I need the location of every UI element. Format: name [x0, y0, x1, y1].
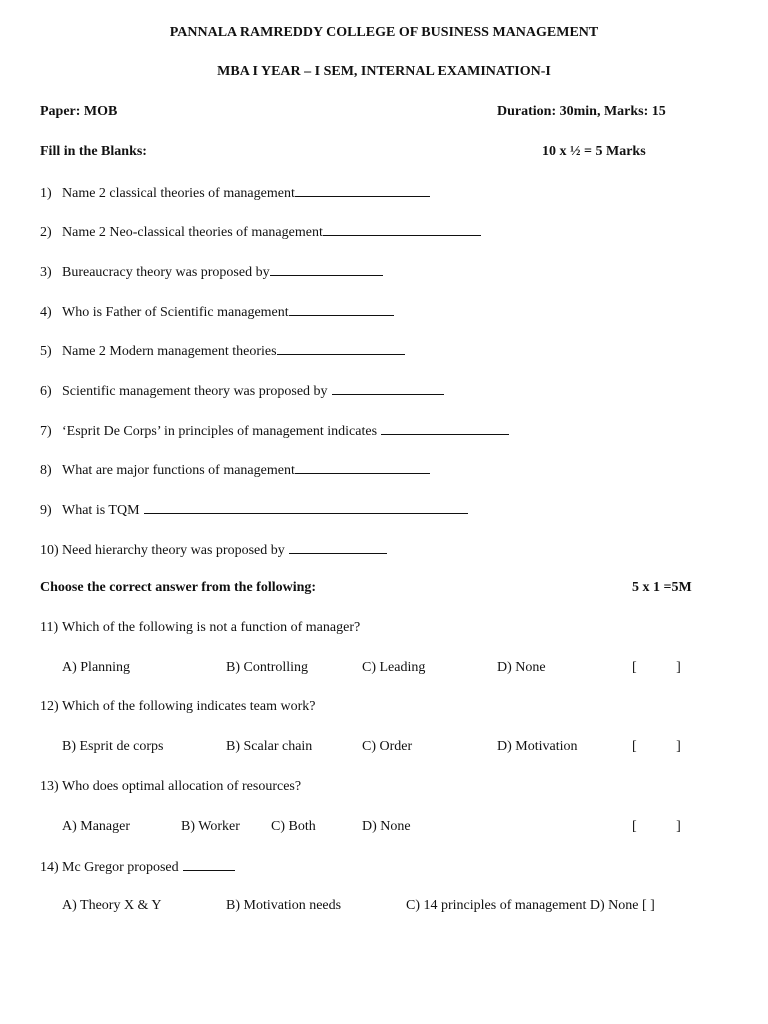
question-text: What is TQM	[62, 503, 140, 518]
option-c-d-bracket[interactable]: C) 14 principles of management D) None [ ]	[406, 898, 655, 913]
bracket-text: [ ]	[632, 660, 681, 675]
option-b[interactable]: B) Motivation needs	[226, 898, 342, 913]
answer-blank[interactable]	[277, 342, 405, 355]
question-number: 8)	[40, 463, 52, 478]
question-14	[40, 858, 235, 876]
question-text: Bureaucracy theory was proposed by	[62, 265, 270, 280]
question-8	[40, 461, 430, 479]
exam-title: MBA I YEAR – I SEM, INTERNAL EXAMINATION-I	[217, 64, 551, 79]
answer-blank[interactable]	[183, 858, 235, 871]
option-c[interactable]: C) Order	[362, 739, 413, 754]
question-number: 5)	[40, 344, 52, 359]
option-a[interactable]: A) Planning	[62, 660, 131, 675]
option-a[interactable]: A) Theory X & Y	[62, 898, 162, 913]
option-a[interactable]: B) Esprit de corps	[62, 739, 164, 754]
question-number: 2)	[40, 225, 52, 240]
question-4	[40, 303, 394, 321]
question-text: Name 2 Modern management theories	[62, 344, 277, 359]
question-number: 12)	[40, 699, 59, 714]
question-text: Scientific management theory was proposed by	[62, 384, 328, 399]
answer-blank[interactable]	[323, 223, 481, 236]
answer-blank[interactable]	[289, 303, 394, 316]
option-c[interactable]: C) Leading	[362, 660, 426, 675]
answer-bracket[interactable]	[632, 660, 684, 676]
question-2	[40, 223, 481, 241]
question-5	[40, 342, 405, 360]
question-number: 6)	[40, 384, 52, 399]
question-1	[40, 184, 430, 202]
question-text: ‘Esprit De Corps’ in principles of management indicates	[62, 424, 378, 439]
question-text: What are major functions of management	[62, 463, 295, 478]
question-number: 14)	[40, 860, 59, 875]
question-11	[40, 620, 360, 636]
answer-blank[interactable]	[144, 501, 468, 514]
paper-label: Paper: MOB	[40, 104, 118, 119]
option-d[interactable]: D) Motivation	[497, 739, 578, 754]
question-number: 7)	[40, 424, 52, 439]
question-text: Who does optimal allocation of resources?	[62, 779, 302, 794]
section-mcq-marks: 5 x 1 =5M	[632, 580, 692, 595]
option-b[interactable]: B) Worker	[181, 819, 240, 834]
section-mcq-title: Choose the correct answer from the following:	[40, 580, 317, 595]
answer-bracket[interactable]	[632, 819, 684, 835]
answer-blank[interactable]	[295, 461, 430, 474]
question-text: Mc Gregor proposed	[62, 860, 179, 875]
question-number: 9)	[40, 503, 52, 518]
question-number: 13)	[40, 779, 59, 794]
question-text: Which of the following indicates team work?	[62, 699, 316, 714]
question-number: 3)	[40, 265, 52, 280]
question-text: Name 2 classical theories of management	[62, 186, 295, 201]
option-a[interactable]: A) Manager	[62, 819, 131, 834]
answer-blank[interactable]	[295, 184, 430, 197]
duration-label: Duration: 30min, Marks: 15	[497, 104, 666, 119]
answer-blank[interactable]	[332, 382, 444, 395]
college-title: PANNALA RAMREDDY COLLEGE OF BUSINESS MANAGEMENT	[169, 25, 599, 40]
bracket-text: [ ]	[632, 739, 681, 754]
answer-bracket[interactable]	[632, 739, 684, 755]
question-12	[40, 699, 315, 715]
bracket-text: [ ]	[632, 819, 681, 834]
option-c[interactable]: C) Both	[271, 819, 316, 834]
question-text: Need hierarchy theory was proposed by	[62, 543, 285, 558]
answer-blank[interactable]	[381, 422, 509, 435]
question-10	[40, 541, 387, 559]
question-text: Name 2 Neo-classical theories of management	[62, 225, 323, 240]
answer-blank[interactable]	[270, 263, 383, 276]
question-9	[40, 501, 468, 519]
question-number: 1)	[40, 186, 52, 201]
question-number: 10)	[40, 543, 59, 558]
question-number: 11)	[40, 620, 59, 635]
question-text: Which of the following is not a function of manager?	[62, 620, 361, 635]
question-6	[40, 382, 444, 400]
question-7	[40, 422, 509, 440]
answer-blank[interactable]	[289, 541, 387, 554]
option-d[interactable]: D) None	[497, 660, 546, 675]
option-d[interactable]: D) None	[362, 819, 411, 834]
question-3	[40, 263, 383, 281]
option-b[interactable]: B) Controlling	[226, 660, 309, 675]
section-fill-blanks-title: Fill in the Blanks:	[40, 144, 147, 159]
question-number: 4)	[40, 305, 52, 320]
option-b[interactable]: B) Scalar chain	[226, 739, 313, 754]
question-13	[40, 779, 301, 795]
question-text: Who is Father of Scientific management	[62, 305, 289, 320]
section-fill-blanks-marks: 10 x ½ = 5 Marks	[542, 144, 646, 159]
